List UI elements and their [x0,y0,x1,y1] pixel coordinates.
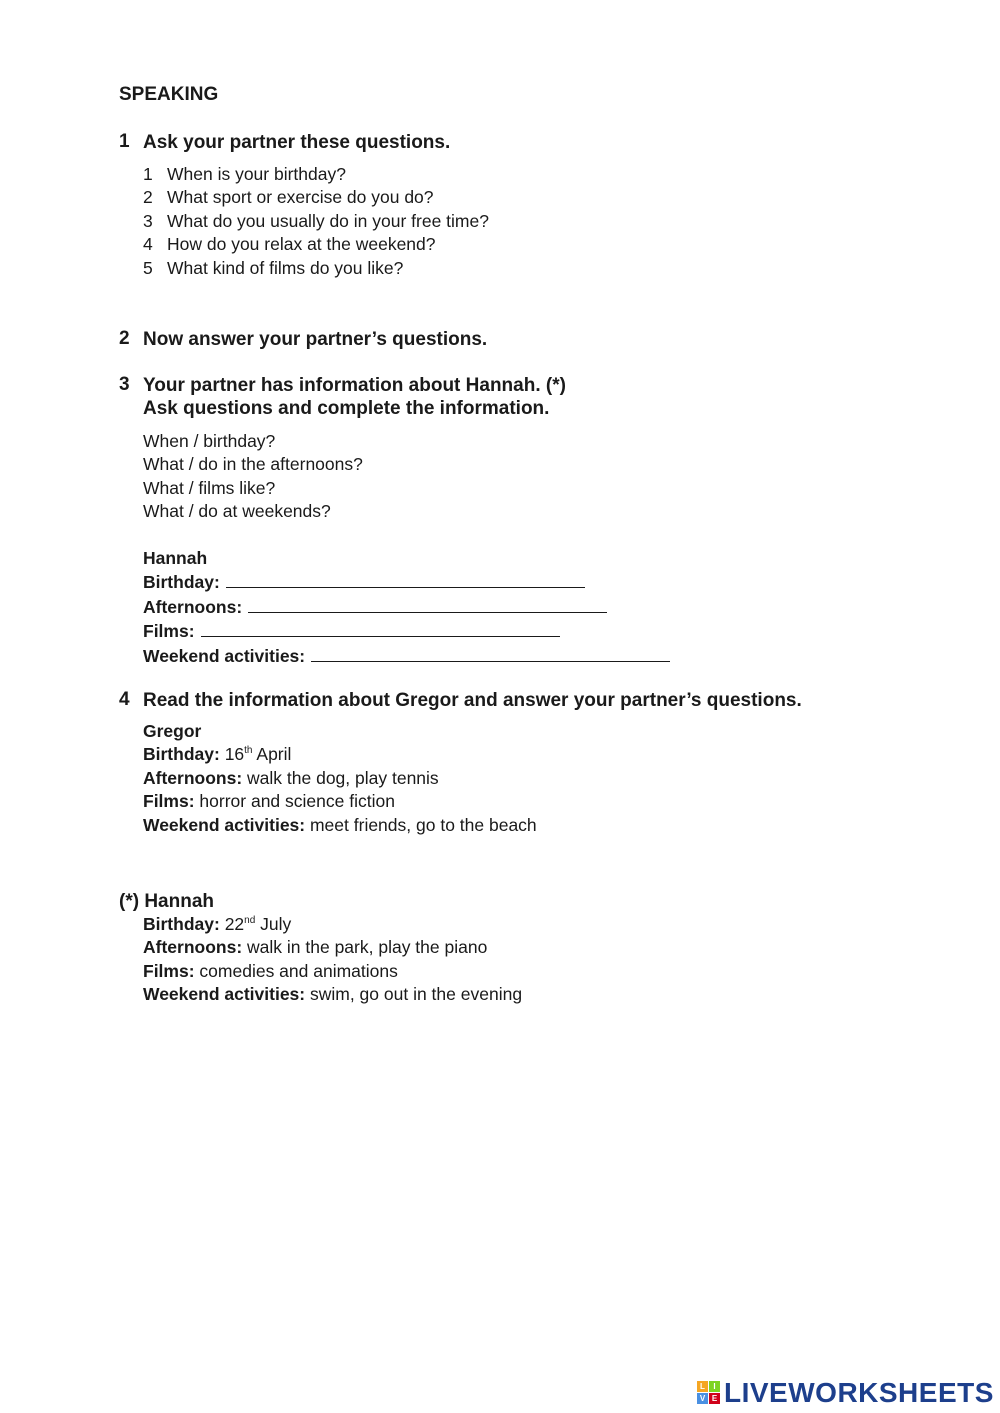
logo-text: LIVEWORKSHEETS [724,1377,994,1408]
films-value: horror and science fiction [199,791,395,812]
question-number: 3 [143,210,153,231]
list-item: What / do at weekends? [143,501,331,522]
birthday-month: July [260,914,292,934]
logo-mark-letter: E [709,1393,720,1404]
section-2-heading: Now answer your partner’s questions. [143,329,488,350]
hannah-weekend-row [143,983,522,1006]
section-4-number: 4 [119,689,130,710]
section-1-question-list [143,163,489,280]
films-answer-line[interactable] [201,619,560,637]
weekend-value: meet friends, go to the beach [309,814,537,835]
birthday-day: 16 [224,744,245,765]
weekend-label: Weekend activities: [143,984,306,1005]
hannah-form [143,547,670,668]
afternoons-label: Afternoons: [143,596,243,617]
afternoons-answer-line[interactable] [248,595,607,613]
gregor-weekend-row [143,814,537,837]
logo-mark-letter: L [697,1381,708,1392]
films-label: Films: [143,791,195,812]
afternoons-label: Afternoons: [143,767,243,788]
hannah-info-heading: (*) Hannah [119,891,214,912]
question-number: 2 [143,187,153,208]
weekend-value: swim, go out in the evening [309,984,523,1005]
hannah-afternoons-row [143,936,522,959]
section-3-heading-line-1: Your partner has information about Hannah. (*) [143,375,566,396]
list-item [143,163,489,186]
birthday-ordinal: nd [244,915,256,926]
section-2-number: 2 [119,328,130,349]
films-label: Films: [143,621,195,642]
section-3-heading [143,374,566,420]
afternoons-value: walk the dog, play tennis [247,767,439,788]
list-item: What / films like? [143,477,276,498]
liveworksheets-logo[interactable] [697,1378,994,1408]
gregor-birthday-row [143,743,537,766]
weekend-row [143,644,670,668]
page-title: SPEAKING [119,84,219,105]
birthday-label: Birthday: [143,744,220,765]
logo-mark-icon [697,1381,721,1405]
gregor-info [143,720,537,837]
question-number: 1 [143,164,153,184]
section-1-heading: Ask your partner these questions. [143,132,451,153]
afternoons-value: walk in the park, play the piano [247,937,488,958]
section-1-number: 1 [119,131,130,152]
birthday-label: Birthday: [143,572,220,593]
section-3-prompt-list [143,430,363,524]
birthday-month: April [256,744,292,765]
list-item: When / birthday? [143,431,276,451]
hannah-films-row [143,960,522,983]
logo-mark-letter: I [709,1381,720,1392]
question-text: How do you relax at the weekend? [167,234,436,255]
section-4-heading: Read the information about Gregor and answer your partner’s questions. [143,690,802,711]
gregor-afternoons-row [143,767,537,790]
question-text: What kind of films do you like? [167,257,404,278]
question-number: 4 [143,234,153,255]
films-label: Films: [143,960,195,981]
list-item [143,233,489,256]
birthday-answer-line[interactable] [226,570,585,588]
hannah-birthday-row [143,913,522,936]
weekend-answer-line[interactable] [311,644,670,662]
gregor-films-row [143,790,537,813]
birthday-label: Birthday: [143,914,220,934]
weekend-label: Weekend activities: [143,814,306,835]
list-item [143,257,489,280]
weekend-label: Weekend activities: [143,645,306,666]
section-3-number: 3 [119,374,130,395]
question-text: What do you usually do in your free time? [167,210,489,231]
question-number: 5 [143,257,153,278]
films-value: comedies and animations [199,960,398,981]
list-item [143,210,489,233]
afternoons-row [143,595,670,619]
birthday-row [143,570,670,594]
afternoons-label: Afternoons: [143,937,243,958]
gregor-name: Gregor [143,721,202,741]
hannah-form-name: Hannah [143,548,208,568]
hannah-info [143,913,522,1007]
list-item [143,186,489,209]
list-item: What / do in the afternoons? [143,454,363,475]
question-text: What sport or exercise do you do? [167,187,434,208]
birthday-day: 22 [224,914,245,934]
films-row [143,619,670,643]
birthday-ordinal: th [244,745,253,757]
section-3-heading-line-2: Ask questions and complete the information. [143,398,550,419]
logo-mark-letter: V [697,1393,708,1404]
question-text: When is your birthday? [167,164,346,184]
